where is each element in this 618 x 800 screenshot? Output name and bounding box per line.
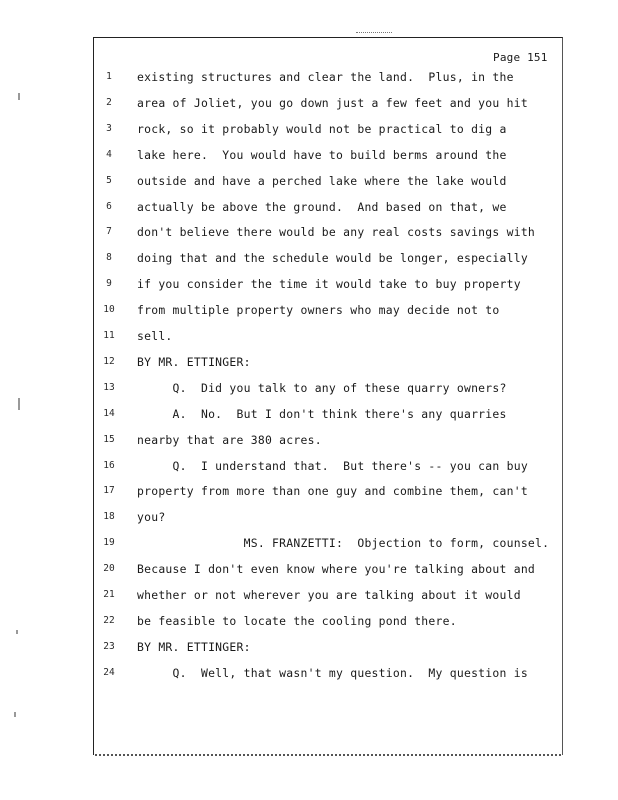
- transcript-line: don't believe there would be any real costs savings with: [137, 225, 536, 240]
- transcript-line: actually be above the ground. And based on that, we: [137, 199, 507, 214]
- transcript-line: Q. Did you talk to any of these quarry owners?: [137, 380, 507, 395]
- transcript-line: property from more than one guy and combine them, can't: [137, 484, 528, 499]
- page-number: Page 151: [493, 51, 548, 64]
- line-number: 23: [103, 640, 115, 652]
- line-number: 18: [103, 511, 115, 523]
- transcript-line: nearby that are 380 acres.: [137, 432, 322, 447]
- transcript-line: rock, so it probably would not be practical to dig a: [137, 121, 507, 136]
- line-number: 15: [103, 433, 115, 445]
- transcript-line: BY MR. ETTINGER:: [137, 639, 251, 654]
- line-number: 7: [106, 226, 112, 238]
- transcript-line: area of Joliet, you go down just a few feet and you hit: [137, 95, 528, 110]
- transcript-line: Q. Well, that wasn't my question. My question is: [137, 665, 528, 680]
- transcript-line: be feasible to locate the cooling pond there.: [137, 613, 457, 628]
- line-number: 9: [106, 278, 112, 290]
- line-number: 19: [103, 537, 115, 549]
- line-number: 21: [103, 589, 115, 600]
- margin-speck: [18, 93, 20, 100]
- line-number: 3: [106, 122, 112, 134]
- transcript-line: if you consider the time it would take to buy property: [137, 277, 521, 292]
- line-number: 17: [103, 485, 115, 497]
- line-number: 24: [103, 666, 115, 678]
- transcript-line: existing structures and clear the land. Plus, in the: [137, 70, 514, 84]
- bottom-rule: [95, 754, 561, 756]
- transcript-line: Because I don't even know where you're talking about and: [137, 562, 536, 577]
- line-number: 22: [103, 614, 115, 626]
- line-number: 8: [106, 252, 112, 264]
- line-number: 6: [106, 200, 112, 212]
- line-number: 1: [106, 71, 112, 82]
- line-number: 20: [103, 563, 115, 575]
- transcript-line: doing that and the schedule would be longer, especially: [137, 251, 528, 266]
- transcript-line: whether or not wherever you are talking about it would: [137, 588, 521, 602]
- transcript-line: A. No. But I don't think there's any quarries: [137, 406, 507, 421]
- line-number: 11: [103, 330, 115, 341]
- line-number: 4: [106, 148, 112, 160]
- transcript-line: from multiple property owners who may decide not to: [137, 303, 500, 318]
- margin-speck: [16, 630, 18, 634]
- transcript-line: lake here. You would have to build berms around the: [137, 147, 507, 162]
- transcript-line: you?: [137, 510, 166, 525]
- transcript-line: BY MR. ETTINGER:: [137, 354, 251, 369]
- margin-speck: [18, 398, 20, 410]
- line-number: 5: [106, 174, 112, 186]
- margin-speck: [14, 712, 16, 717]
- line-number: 2: [106, 96, 112, 108]
- transcript-line: outside and have a perched lake where the lake would: [137, 173, 507, 188]
- line-number: 12: [103, 355, 115, 367]
- line-number: 14: [103, 407, 115, 419]
- transcript-line: sell.: [137, 329, 173, 343]
- top-scan-mark: [356, 32, 392, 33]
- line-number: 16: [103, 459, 115, 471]
- transcript-line: MS. FRANZETTI: Objection to form, counsel.: [137, 536, 550, 551]
- line-number: 10: [103, 304, 115, 316]
- line-number: 13: [103, 381, 115, 393]
- transcript-line: Q. I understand that. But there's -- you can buy: [137, 458, 528, 473]
